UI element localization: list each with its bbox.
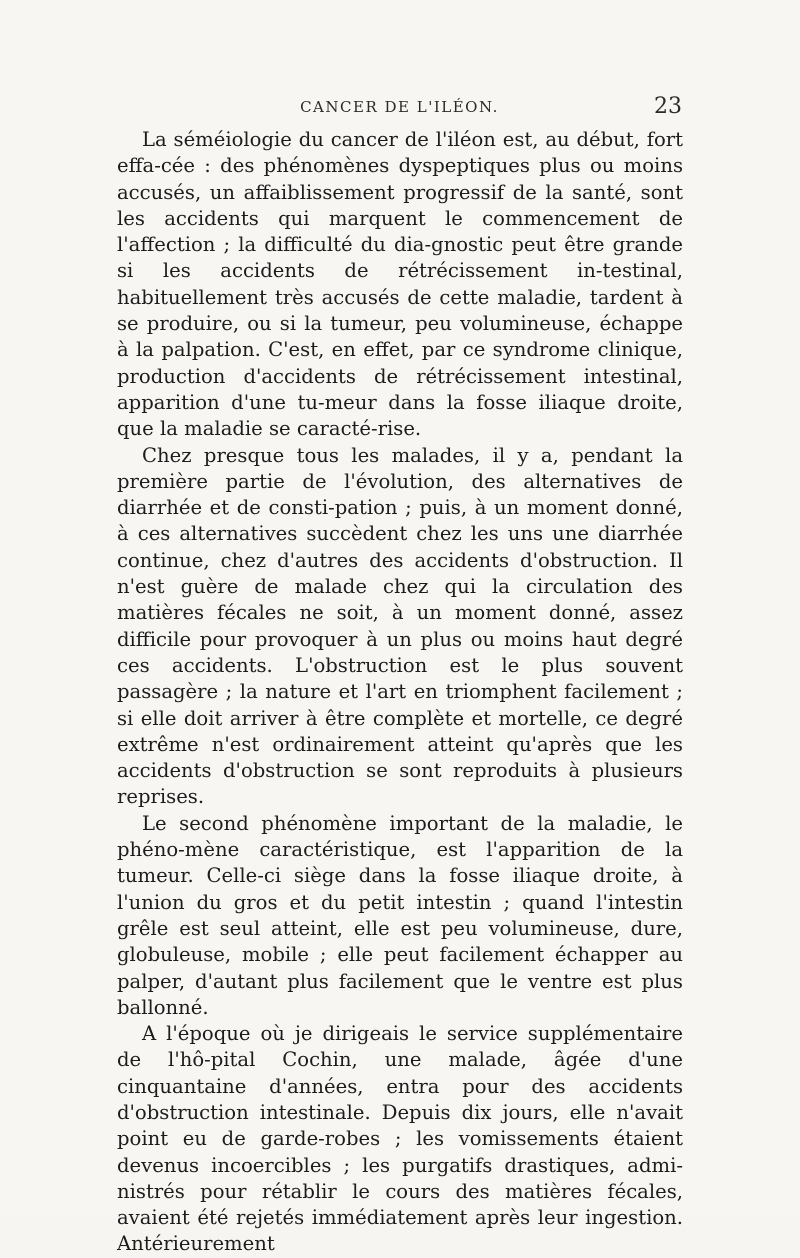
paragraph-semeiology: La séméiologie du cancer de l'iléon est, au début, fort effa-cée : des phénomènes dyspeptiques plus ou moins accusés, un affaiblissement progressif de la santé, sont les accidents qui marquent le commencement de l'affection ; la difficulté du dia-gnostic peut être grande si les accidents de rétrécissement in-testinal, habituellement très accusés de cette maladie, tardent à se produire, ou si la tumeur, peu volumineuse, échappe à la palpation. C'est, en effet, par ce syndrome clinique, production d'accidents de rétrécissement intestinal, apparition d'une tu-meur dans la fosse iliaque droite, que la maladie se caracté-rise.: [117, 128, 683, 441]
paragraph-obstruction: Chez presque tous les malades, il y a, pendant la première partie de l'évolution, des alternatives de diarrhée et de consti-pation ; puis, à un moment donné, à ces alternatives succèdent chez les uns une diarrhée continue, chez d'autres des accidents d'obstruction. Il n'est guère de malade chez qui la circulation des matières fécales ne soit, à un moment donné, assez difficile pour provoquer à un plus ou moins haut degré ces accidents. L'obstruction est le plus souvent passagère ; la nature et l'art en triomphent facilement ; si elle doit arriver à être complète et mortelle, ce degré extrême n'est ordinairement atteint qu'après que les accidents d'obstruction se sont reproduits à plusieurs reprises.: [117, 443, 683, 809]
page-number: 23: [654, 94, 682, 119]
page-header: [117, 92, 682, 122]
paragraph-tumor: Le second phénomène important de la maladie, le phéno-mène caractéristique, est l'apparition de la tumeur. Celle-ci siège dans la fosse iliaque droite, à l'union du gros et du petit intestin ; quand l'intestin grêle est seul atteint, elle est peu volumineuse, dure, globuleuse, mobile ; elle peut facilement échapper au palper, d'autant plus facilement que le ventre est plus ballonné.: [117, 811, 683, 1019]
body-text: [117, 127, 683, 1258]
running-title: CANCER DE L'ILÉON.: [300, 98, 499, 116]
paragraph-case-report: A l'époque où je dirigeais le service supplémentaire de l'hô-pital Cochin, une malade, âgée d'une cinquantaine d'années, entra pour des accidents d'obstruction intestinale. Depuis dix jours, elle n'avait point eu de garde-robes ; les vomissements étaient devenus incoercibles ; les purgatifs drastiques, admi-nistrés pour rétablir le cours des matières fécales, avaient été rejetés immédiatement après leur ingestion. Antérieurement: [117, 1022, 683, 1256]
